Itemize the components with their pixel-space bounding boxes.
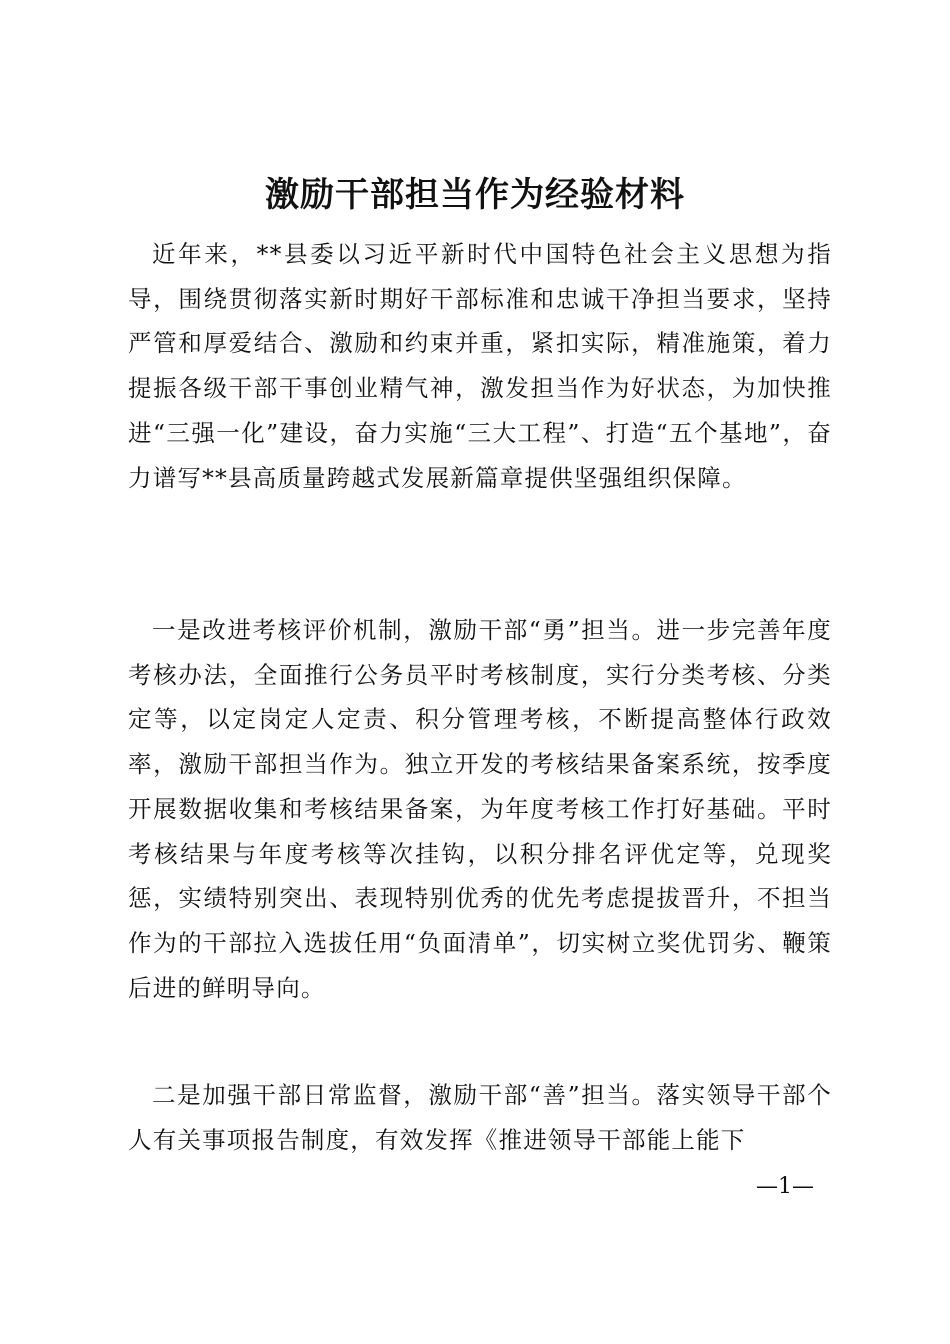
document-title: 激励干部担当作为经验材料 <box>265 175 685 215</box>
paragraph-intro: 近年来，**县委以习近平新时代中国特色社会主义思想为指导，围绕贯彻落实新时期好干部标准和忠诚干净担当要求，坚持严管和厚爱结合、激励和约束并重，紧扣实际，精准施策，着力提振各级干部干事创业精气神，激发担当作为好状态，为加快推进“三强一化”建设，奋力实施“三大工程”、打造“五个基地”，奋力谱写**县高质量跨越式发展新篇章提供坚强组织保障。 <box>128 240 832 492</box>
paragraph-assessment: 一是改进考核评价机制，激励干部“勇”担当。进一步完善年度考核办法，全面推行公务员平时考核制度，实行分类考核、分类定等，以定岗定人定责、积分管理考核，不断提高整体行政效率，激励干部担当作为。独立开发的考核结果备案系统，按季度开展数据收集和考核结果备案，为年度考核工作打好基础。平时考核结果与年度考核等次挂钩，以积分排名评优定等，兑现奖惩，实绩特别突出、表现特别优秀的优先考虑提拔晋升，不担当作为的干部拉入选拔任用“负面清单”，切实树立奖优罚劣、鞭策后进的鲜明导向。 <box>128 616 832 1002</box>
paragraph-supervision: 二是加强干部日常监督，激励干部“善”担当。落实领导干部个人有关事项报告制度，有效发挥《推进领导干部能上能下 <box>128 1081 832 1154</box>
page-number: —1— <box>756 1174 814 1199</box>
